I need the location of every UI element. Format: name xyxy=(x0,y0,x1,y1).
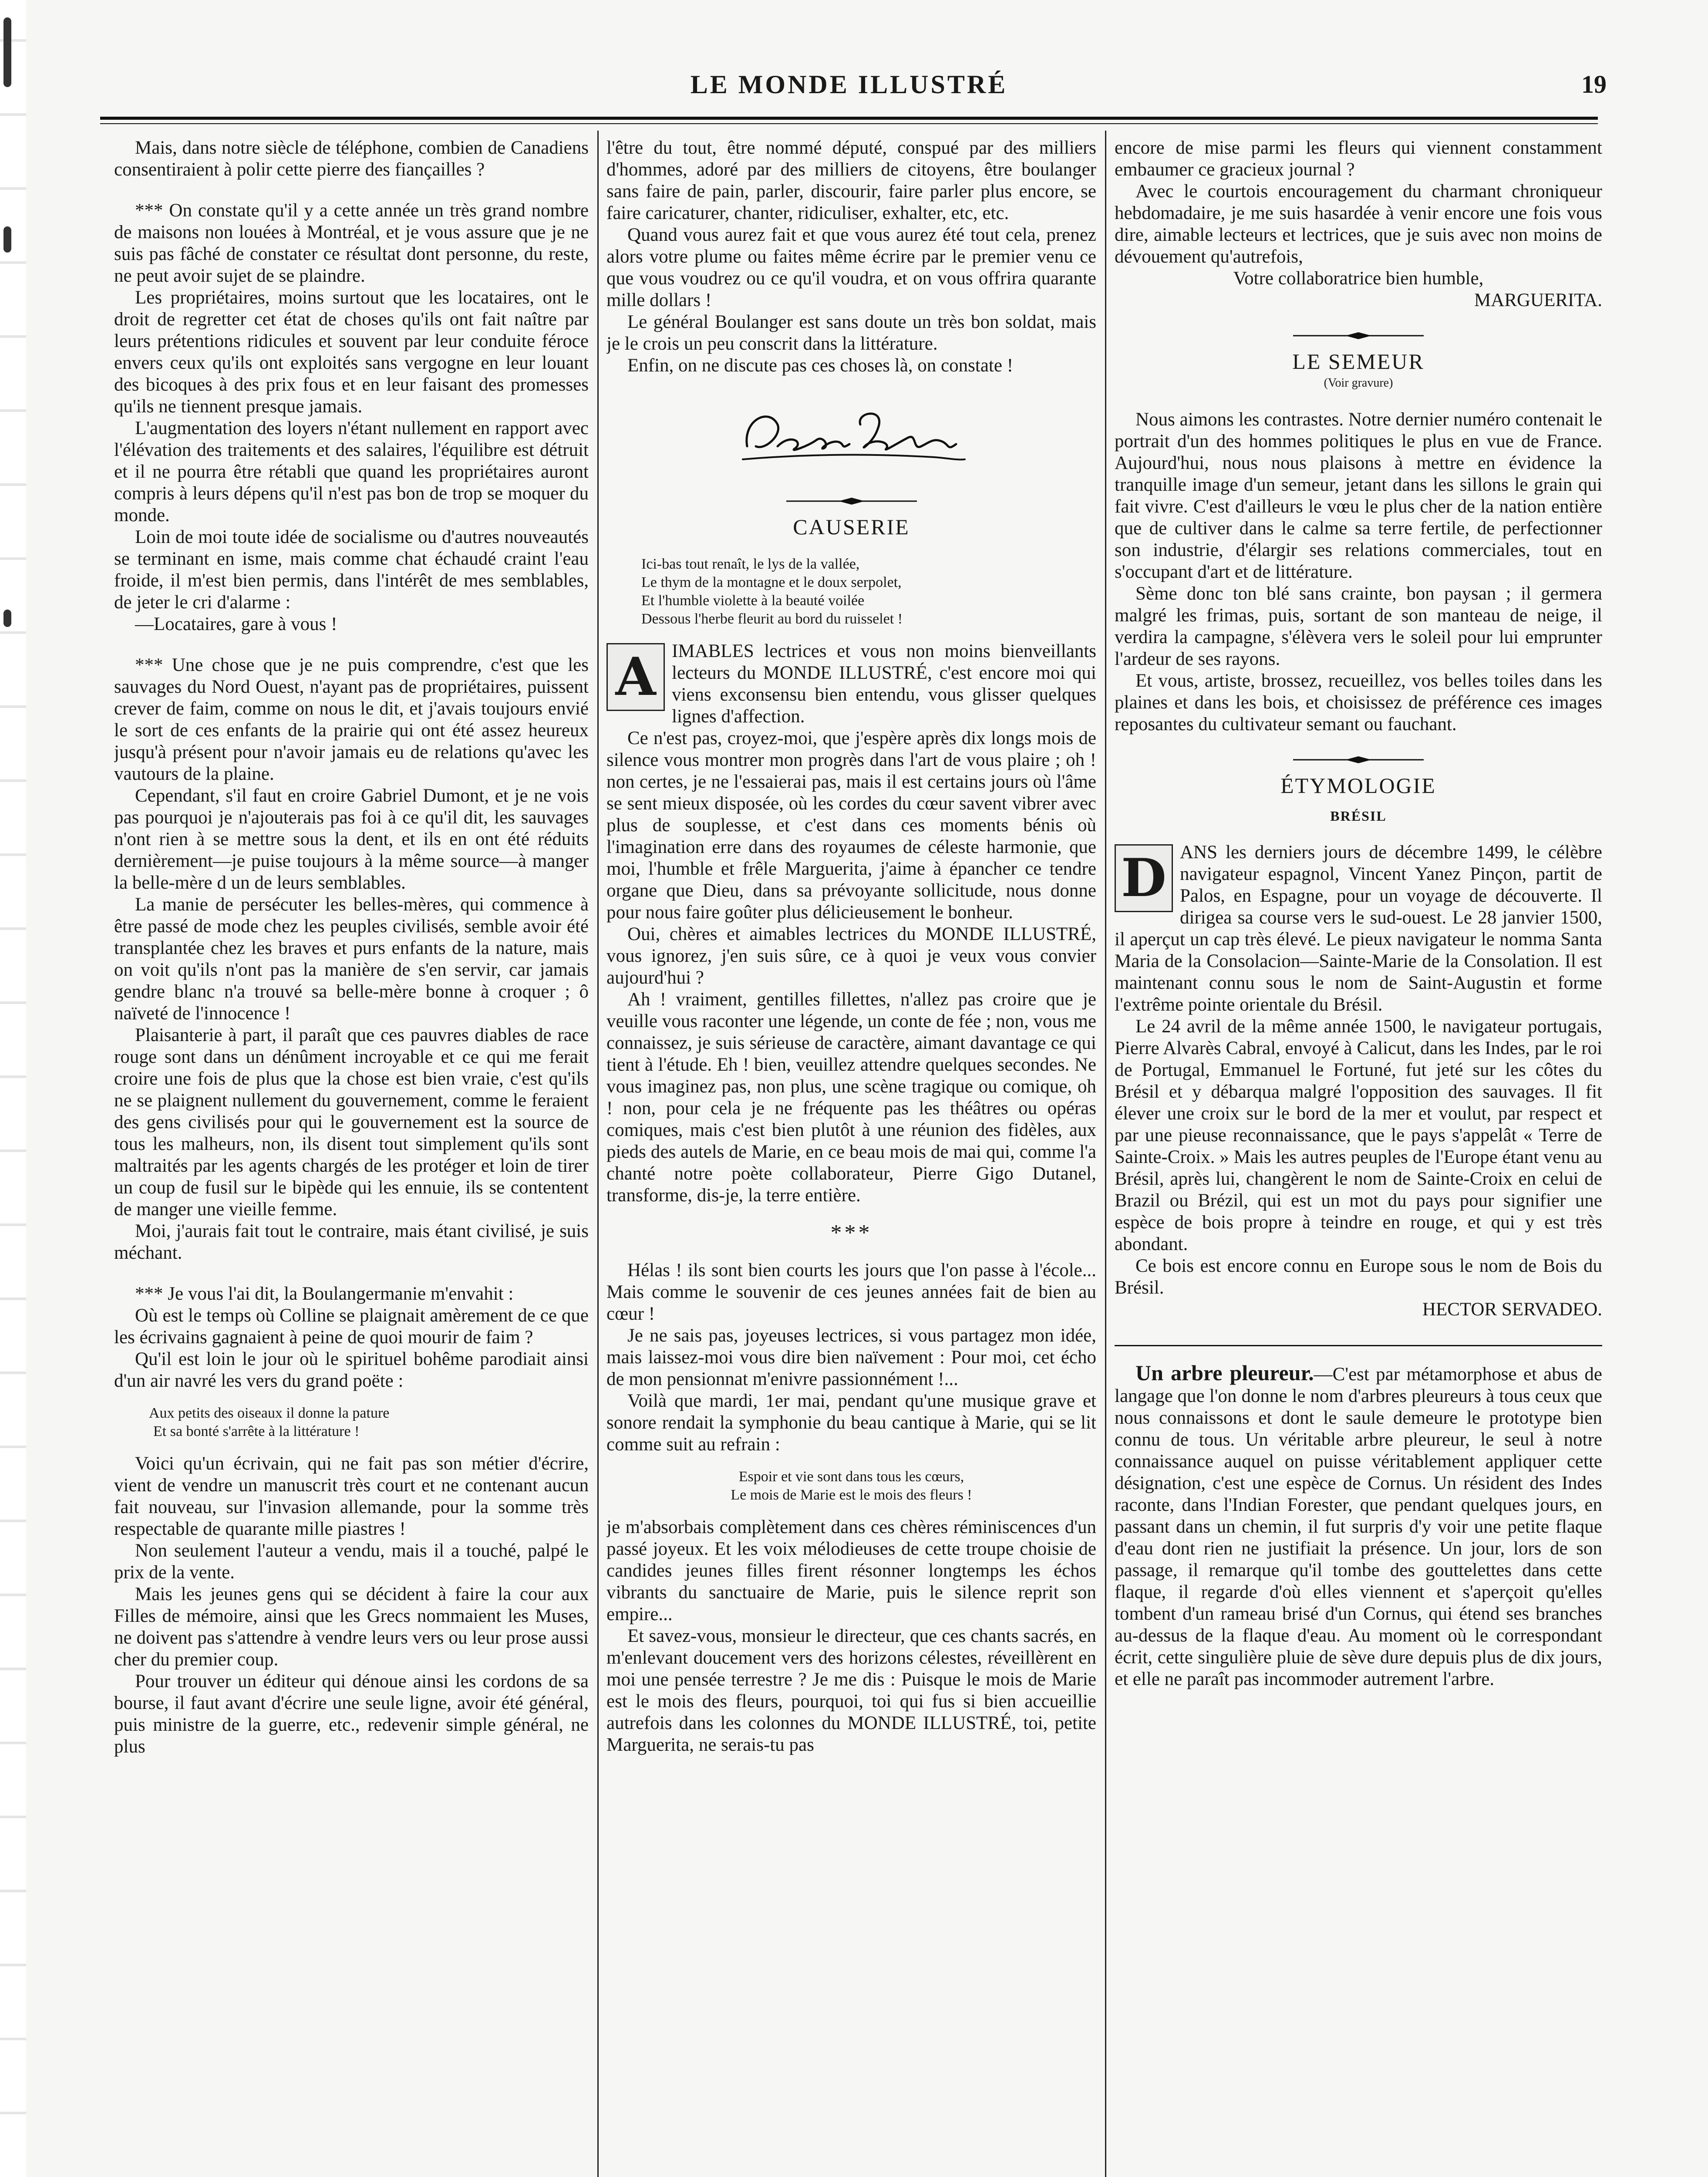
refrain xyxy=(606,1468,1096,1504)
verse-line: Aux petits des oiseaux il donne la pature xyxy=(149,1405,390,1421)
paragraph: Les propriétaires, moins surtout que les locataires, ont le droit de regretter cet état de choses qu'ils ont fait naître par leurs prétentions ridicules et souvent par leur conduite féroce envers ceux qu'ils ont exploités sans vergogne en leur louant des bicoques à des prix fous et en leur faisant des promesses qu'ils ne tiennent presque jamais. xyxy=(114,287,589,417)
binding-edge xyxy=(0,0,26,2177)
paragraph-body: —C'est par métamorphose et abus de langage que l'on donne le nom d'arbres pleureurs à tous ceux que nous connaissons et dont le saule demeure le prototype bien connu de tous. Un véritable arbre pleureur, le seul à notre connaissance auquel on puisse véritablement appliquer cette désignation, c'est une espèce de Cornus. Un résident des Indes raconte, dans l'Indian Forester, que pendant quelques jours, en passant dans un chemin, il fut surpris d'y voir une petite flaque d'eau dont rien ne justifiait la présence. Un jour, lors de son passage, il remarque qu'il tombe des gouttelettes dans cette flaque, il regarde d'où elles viennent et s'aperçoit qu'elles tombent d'un rameau brisé d'un Cornus, qui étend ses branches au-dessus de la flaque d'eau. Au moment où le correspondant écrit, cette singulière pluie de sève dure depuis plus de dix jours, et elle ne paraît pas incommoder autrement l'arbre. xyxy=(1115,1364,1602,1689)
column-middle xyxy=(606,137,1096,2177)
page-number: 19 xyxy=(1581,70,1607,98)
section-divider xyxy=(1115,1329,1602,1346)
verse-line: Et sa bonté s'arrête à la littérature ! xyxy=(153,1423,360,1439)
handwritten-signature xyxy=(730,394,974,477)
column-right xyxy=(1115,137,1602,2177)
paragraph: Moi, j'aurais fait tout le contraire, mais étant civilisé, je suis méchant. xyxy=(114,1221,589,1263)
column-left xyxy=(114,137,589,2177)
column-divider xyxy=(1105,131,1106,2177)
masthead: LE MONDE ILLUSTRÉ xyxy=(690,70,1008,99)
paragraph: IMABLES lectrices et vous non moins bienveillants lecteurs du MONDE ILLUSTRÉ, c'est encore moi qui viens exconsensu bien entendu, vous glisser quelques lignes d'affection. xyxy=(672,641,1096,727)
paragraph: Ce n'est pas, croyez-moi, que j'espère après dix longs mois de silence vous montrer mon progrès dans l'art de vous plaire ; oh ! non certes, je ne l'essaierai pas, mais il est certains jours où l'âme se sent mieux disposée, où les cordes du cœur savent vibrer avec plus de souplesse, et c'est dans ces moments bénis où l'imagination erre dans des royaumes de céleste harmonie, que moi, l'humble et frêle Marguerita, j'aime à épancher ce tendre organe que Dieu, dans sa prévoyante sollicitude, nous donne pour nous faire goûter plus délicieusement le bonheur. xyxy=(606,728,1096,923)
paragraph: Mais les jeunes gens qui se décident à faire la cour aux Filles de mémoire, ainsi que les Grecs nommaient les Muses, ne doivent pas s'attendre à vendre leurs vers ou leur prose aussi cher du premier coup. xyxy=(114,1584,589,1670)
paragraph: Pour trouver un éditeur qui dénoue ainsi les cordons de sa bourse, il faut avant d'écrire une seule ligne, avoir été général, puis ministre de la guerre, etc., redevenir simple général, ne plus xyxy=(114,1671,589,1757)
paragraph: l'être du tout, être nommé député, conspué par des milliers d'hommes, adoré par des milliers de citoyens, être boulanger sans faire de pain, parler, discourir, faire parler plus encore, se faire caricaturer, chanter, ridiculiser, exhalter, etc, etc. xyxy=(606,138,1096,223)
paragraph: —Locataires, gare à vous ! xyxy=(135,614,337,634)
epigraph xyxy=(641,555,1096,628)
paragraph: *** Une chose que je ne puis comprendre, c'est que les sauvages du Nord Ouest, n'ayant pas de propriétaires, puissent crever de faim, comme on nous le dit, et j'avais toujours envié le sort de ces enfants de la prairie qui ont été assez heureux jusqu'à présent pour n'avoir jamais eu de relations qu'avec les vautours de la plaine. xyxy=(114,655,589,784)
verse-line: Et l'humble violette à la beauté voilée xyxy=(641,593,865,609)
verse-line: Espoir et vie sont dans tous les cœurs, xyxy=(738,1469,964,1485)
paragraph: Mais, dans notre siècle de téléphone, combien de Canadiens consentiraient à polir cette pierre des fiançailles ? xyxy=(114,138,589,180)
paragraph: Le général Boulanger est sans doute un très bon soldat, mais je le crois un peu conscrit dans la littérature. xyxy=(606,312,1096,354)
paragraph: Hélas ! ils sont bien courts les jours que l'on passe à l'école... Mais comme le souvenir de ces jeunes années fait de bien au cœur ! xyxy=(606,1260,1096,1324)
paragraph: Et savez-vous, monsieur le directeur, que ces chants sacrés, en m'enlevant doucement vers des horizons célestes, réveillèrent en moi une pensée terrestre ? Je me dis : Puisque le mois de Marie est le mois des fleurs, pourquoi, toi qui fus si bien accueillie autrefois dans les colonnes du MONDE ILLUSTRÉ, toi, petite Marguerita, ne serais-tu pas xyxy=(606,1626,1096,1755)
header-rule xyxy=(100,117,1598,120)
paragraph: Je ne sais pas, joyeuses lectrices, si vous partagez mon idée, mais laissez-moi vous dire bien naïvement : Pour moi, cet écho de mon pensionnat m'enivre passionnément !... xyxy=(606,1325,1096,1389)
paragraph: Où est le temps où Colline se plaignait amèrement de ce que les écrivains gagnaient à peine de quoi mourir de faim ? xyxy=(114,1305,589,1348)
paragraph: Nous aimons les contrastes. Notre dernier numéro contenait le portrait d'un des hommes politiques le plus en vue de France. Aujourd'hui, nous nous plaisons à mettre en évidence la tranquille image d'un semeur, jetant dans les sillons le grain qui fait vivre. C'est d'ailleurs le vœu le plus cher de la nation entière que de cultiver dans le calme sa terre fertile, de perfectionner son industrie, d'élargir ses relations commerciales, tout en s'occupant d'art et de littérature. xyxy=(1115,409,1602,582)
verse-line: Dessous l'herbe fleurit au bord du ruisselet ! xyxy=(641,611,903,627)
paragraph: ANS les derniers jours de décembre 1499, le célèbre navigateur espagnol, Vincent Yanez Pinçon, partit de Palos, en Espagne, pour un voyage de découverte. Il dirigea sa course vers le sud-ouest. Le 28 janvier 1500, il aperçut un cap très élevé. Le pieux navigateur le nomma Santa Maria de la Consolacion—Sainte-Marie de la Consolation. Il est maintenant connu sous le nom de Saint-Augustin et forme l'extrême pointe orientale du Brésil. xyxy=(1115,842,1602,1015)
paragraph: Ce bois est encore connu en Europe sous le nom de Bois du Brésil. xyxy=(1115,1256,1602,1298)
section-stars: *** xyxy=(830,1220,873,1245)
paragraph: Plaisanterie à part, il paraît que ces pauvres diables de race rouge sont dans un dénûment incroyable et ce qui me ferait croire une fois de plus que la chose est bien vraie, c'est qu'ils ne se plaignent nullement du gouvernement, comme le feraient des gens civilisés pour qui le gouvernement est la source de tous les malheurs, non, ils disent tout simplement qu'ils sont maltraités par les agents chargés de les protéger et loin de tirer un coup de fusil sur le bipède qui les ennuie, ils se contentent de manger une vieille femme. xyxy=(114,1025,589,1220)
paragraph: La manie de persécuter les belles-mères, qui commence à être passé de mode chez les peuples civilisés, semble avoir été transplantée chez les braves et purs enfants de la nature, mais on voit qu'ils n'ont pas la manière de s'en servir, car jamais gendre blanc n'a trouvé sa belle-mère bonne à croquer ; ô naïveté de l'innocence ! xyxy=(114,894,589,1024)
closing-line: Votre collaboratrice bien humble, xyxy=(1233,268,1484,289)
signature-servadeo: HECTOR SERVADEO. xyxy=(1422,1299,1602,1320)
paragraph: Quand vous aurez fait et que vous aurez été tout cela, prenez alors votre plume ou faites même écrire par le premier venu ce que vous voudrez ou ce qu'il voudra, et on vous offrira quarante mille dollars ! xyxy=(606,225,1096,310)
dropcap-letter: D xyxy=(1115,844,1173,912)
section-ornament xyxy=(1289,755,1428,765)
paragraph: Cependant, s'il faut en croire Gabriel Dumont, et je ne vois pas pourquoi je n'ajouterais pas foi à ce qu'il dit, les sauvages n'ont rien à se mettre sous la dent, et ils en ont été réduits dernièrement—je puise toujours à la même source—à manger la belle-mère d un de leurs semblables. xyxy=(114,785,589,893)
paragraph-arbre-pleureur xyxy=(1115,1362,1602,1690)
section-title-causerie: CAUSERIE xyxy=(793,515,910,539)
paragraph: Voilà que mardi, 1er mai, pendant qu'une musique grave et sonore rendait la symphonie du beau cantique à Marie, qui se lit comme suit au refrain : xyxy=(606,1391,1096,1455)
verse-line: Le mois de Marie est le mois des fleurs ! xyxy=(731,1487,972,1503)
paragraph: Voici qu'un écrivain, qui ne fait pas son métier d'écrire, vient de vendre un manuscrit très court et ne contenant aucun fait nouveau, sur l'invasion allemande, pour la somme très respectable de quarante mille piastres ! xyxy=(114,1453,589,1539)
section-subtitle: (Voir gravure) xyxy=(1324,376,1393,390)
paragraph: *** On constate qu'il y a cette année un très grand nombre de maisons non louées à Montréal, et je vous assure que je ne suis pas fâché de constater ce résultat dont personne, du reste, ne peut avoir sujet de se plaindre. xyxy=(114,200,589,286)
paragraph: *** Je vous l'ai dit, la Boulangermanie m'envahit : xyxy=(135,1284,514,1304)
paragraph: Enfin, on ne discute pas ces choses là, on constate ! xyxy=(627,355,1014,376)
paragraph: Le 24 avril de la même année 1500, le navigateur portugais, Pierre Alvarès Cabral, envoyé à Calicut, dans les Indes, par le roi de Portugal, Emmanuel le Fortuné, fut jeté sur les côtes du Brésil et y débarqua malgré l'opposition des sauvages. Il fit élever une croix sur le bord de la mer et voulut, par respect et par une pieuse reconnaissance, que le pays s'appelât « Terre de Sainte-Croix. » Mais les autres peuples de l'Europe étant venu au Brésil, après lui, changèrent le nom de Sainte-Croix en celui de Brazil ou Brézil, qui est un mot du pays pour signifier une espèce de bois propre à teindre en rouge, et qui y est très abondant. xyxy=(1115,1016,1602,1254)
section-ornament xyxy=(1289,330,1428,341)
paragraph: Qu'il est loin le jour où le spirituel bohême parodiait ainsi d'un air navré les vers du grand poëte : xyxy=(114,1349,589,1391)
section-title-semeur: LE SEMEUR xyxy=(1292,349,1425,374)
verse-line: Le thym de la montagne et le doux serpolet, xyxy=(641,574,902,590)
paragraph: Loin de moi toute idée de socialisme ou d'autres nouveautés se terminant en isme, mais comme chat échaudé craint l'eau froide, il m'est bien permis, dans l'intérêt de mes semblables, de jeter le cri d'alarme : xyxy=(114,527,589,613)
section-subtitle-bresil: BRÉSIL xyxy=(1330,808,1387,824)
paragraph: encore de mise parmi les fleurs qui viennent constamment embaumer ce gracieux journal ? xyxy=(1115,138,1602,180)
section-title-etymologie: ÉTYMOLOGIE xyxy=(1280,773,1436,798)
paragraph: Ah ! vraiment, gentilles fillettes, n'allez pas croire que je veuille vous raconter une légende, un conte de fée ; non, vous me connaissez, je suis sérieuse de caractère, aimant davantage ce qui tient à l'étude. Eh ! bien, veuillez attendre quelques secondes. Ne vous imaginez pas, non plus, une scène tragique ou comique, oh ! non, pour cela je ne fréquente pas les théâtres ou opéras comiques, mais c'est bien plutôt à une réunion des fidèles, aux pieds des autels de Marie, en ce beau mois de mai qui, comme l'a chanté notre poète collaborateur, Pierre Gigo Dutanel, transforme, dis-je, la terre entière. xyxy=(606,989,1096,1206)
signature-marguerita: MARGUERITA. xyxy=(1474,290,1602,310)
verse-quote xyxy=(149,1404,589,1441)
paragraph: Avec le courtois encouragement du charmant chroniqueur hebdomadaire, je me suis hasardée à venir encore une fois vous dire, aimable lecteurs et lectrices, que je suis avec non moins de dévouement qu'autrefois, xyxy=(1115,181,1602,267)
page-header xyxy=(100,65,1607,113)
paragraph: Et vous, artiste, brossez, recueillez, vos belles toiles dans les plaines et dans les bois, et choisissez de préférence ces images reposantes du cultivateur semant ou fauchant. xyxy=(1115,671,1602,735)
lead-title: Un arbre pleureur. xyxy=(1135,1361,1314,1385)
section-ornament xyxy=(782,496,921,506)
dropcap-letter: A xyxy=(606,643,665,711)
header-rule-thin xyxy=(100,123,1598,124)
paragraph: L'augmentation des loyers n'étant nullement en rapport avec l'élévation des traitements et des salaires, l'équilibre est détruit et il ne pourra être rétabli que quand les propriétaires auront compris à leurs dépens qu'il n'est pas bon de trop se moquer du monde. xyxy=(114,418,589,526)
paragraph: je m'absorbais complètement dans ces chères réminiscences d'un passé joyeux. Et les voix mélodieuses de cette troupe choisie de candides jeunes filles firent résonner longtemps les échos vibrants du sanctuaire de Marie, puis le silence reprit son empire... xyxy=(606,1517,1096,1624)
paragraph: Oui, chères et aimables lectrices du MONDE ILLUSTRÉ, vous ignorez, j'en suis sûre, ce à quoi je veux vous convier aujourd'hui ? xyxy=(606,924,1096,988)
paragraph: Sème donc ton blé sans crainte, bon paysan ; il germera malgré les frimas, puis, sortant de son manteau de neige, il verdira la campagne, s'élèvera vers le soleil pour lui emprunter l'ardeur de ses rayons. xyxy=(1115,583,1602,669)
verse-line: Ici-bas tout renaît, le lys de la vallée, xyxy=(641,556,860,572)
paragraph: Non seulement l'auteur a vendu, mais il a touché, palpé le prix de la vente. xyxy=(114,1540,589,1583)
column-divider xyxy=(597,131,599,2177)
